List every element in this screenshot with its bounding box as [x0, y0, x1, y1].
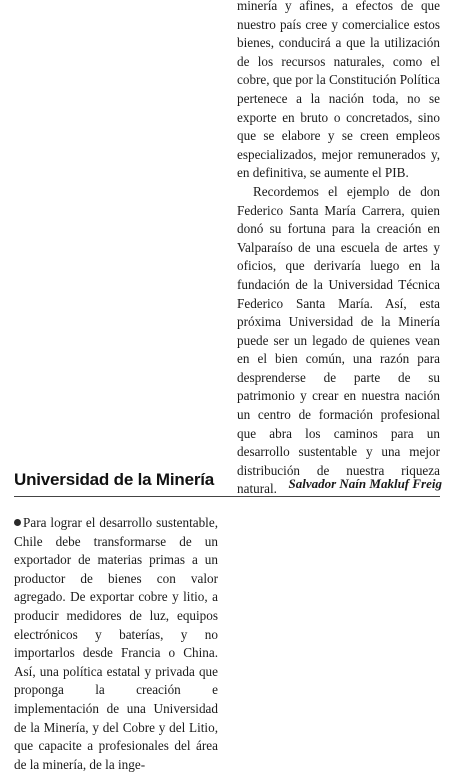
letter-body-paragraph	[14, 514, 218, 774]
letter-body-text: Para lograr el desarrollo sustentable, Chile debe transformarse de un exportador de materias primas a un productor de bienes con valor agregado. De exportar cobre y litio, a producir medidores de luz, equipos electrónicos y baterías, y no importarlos desde Francia o China. Así, una política estatal y privada que proponga la creación e implementación de una Universidad de la Minería, y del Cobre y del Litio, que capacite a profesionales del área de la minería, de la inge-	[14, 515, 218, 772]
letter-title: Universidad de la Minería	[14, 470, 215, 489]
article-paragraph-final: Recordemos el ejemplo de don Federico Santa María Carrera, quien donó su fortuna para la creación en Valparaíso de una escuela de artes y oficios, que derivaría luego en la fundación de la Universidad Técnica Federico Santa María. Así, esta próxima Universidad de la Minería puede ser un legado de quienes vean en el bien común, una razón para desprenderse de parte de su patrimonio y crear en nuestra nación un centro de formación profesional que abra los caminos para un desarrollo sustentable y una mejor distribución de nuestra riqueza natural.	[237, 183, 440, 497]
bullet-icon	[14, 519, 21, 526]
left-column	[14, 514, 218, 774]
author-signature: Salvador Naín Makluf Freig	[288, 476, 442, 491]
article-paragraph-continuation: minería y afines, a efectos de que nuestro país cree y comercialice estos bienes, conducirá a que la utilización de los recursos naturales, como el cobre, que por la Constitución Política pertenece a la nación toda, no se exporte en bruto o concretados, sino que se elabore y se creen empleos especializados, mejor remunerados y, en definitiva, se aumente el PIB.	[237, 0, 440, 181]
right-column	[237, 0, 440, 499]
title-divider	[14, 496, 440, 497]
